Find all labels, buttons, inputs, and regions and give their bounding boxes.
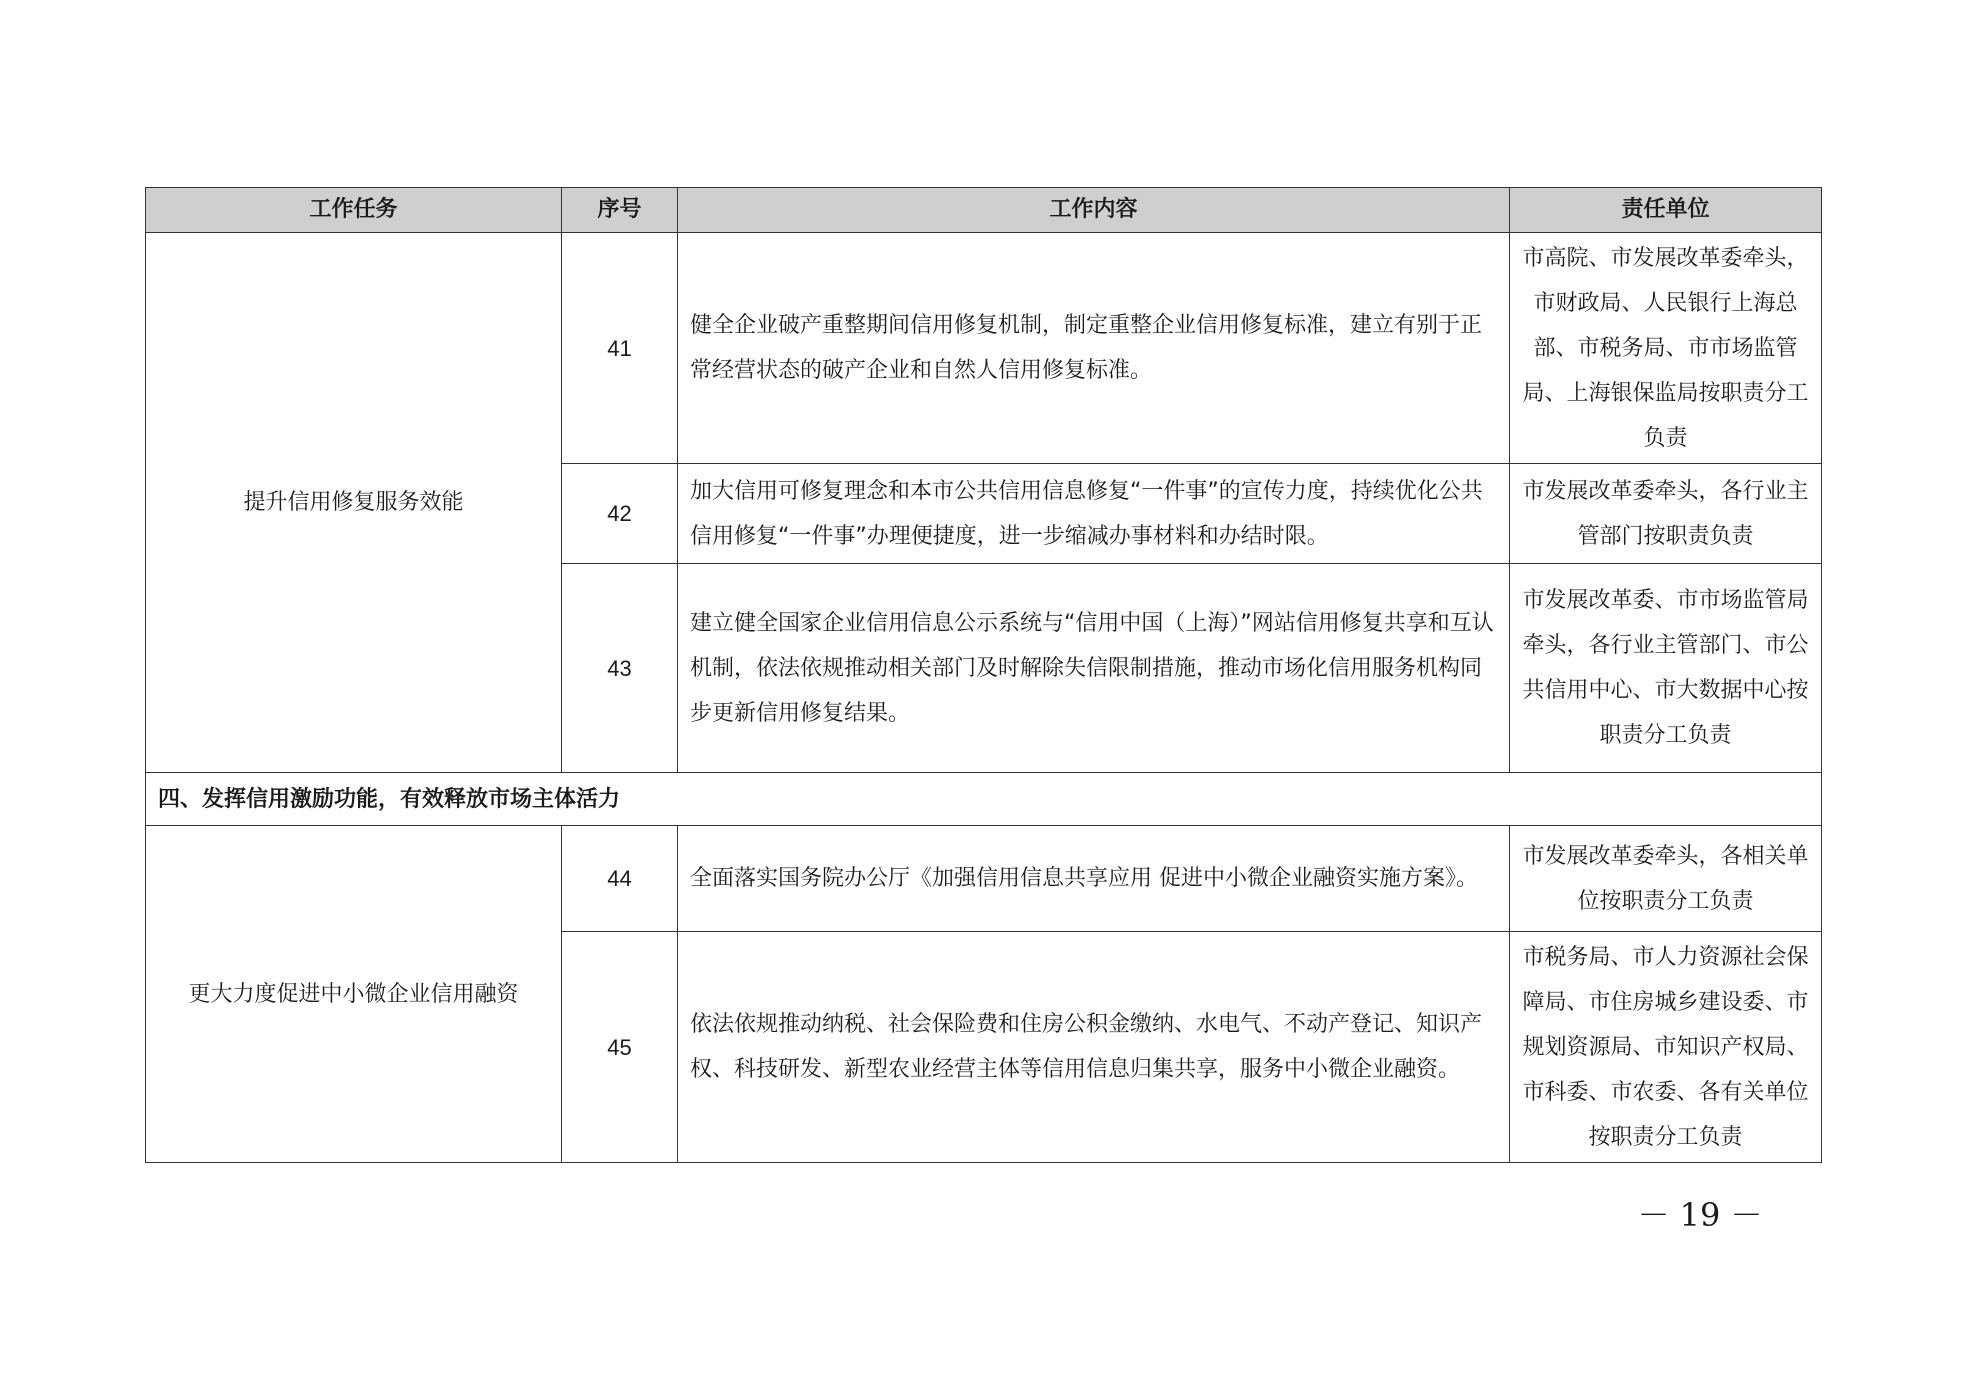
unit-cell: 市发展改革委、市市场监管局牵头，各行业主管部门、市公共信用中心、市大数据中心按职责分工负责	[1510, 564, 1822, 773]
content-cell: 健全企业破产重整期间信用修复机制，制定重整企业信用修复标准，建立有别于正常经营状态的破产企业和自然人信用修复标准。	[678, 233, 1510, 464]
unit-cell: 市税务局、市人力资源社会保障局、市住房城乡建设委、市规划资源局、市知识产权局、市科委、市农委、各有关单位按职责分工负责	[1510, 932, 1822, 1163]
content-cell: 建立健全国家企业信用信息公示系统与“信用中国（上海）”网站信用修复共享和互认机制，依法依规推动相关部门及时解除失信限制措施，推动市场化信用服务机构同步更新信用修复结果。	[678, 564, 1510, 773]
seq-cell: 43	[562, 564, 678, 773]
content-cell: 全面落实国务院办公厅《加强信用信息共享应用 促进中小微企业融资实施方案》。	[678, 826, 1510, 932]
unit-cell: 市发展改革委牵头，各相关单位按职责分工负责	[1510, 826, 1822, 932]
table-header-row	[146, 188, 1822, 233]
task-table	[145, 187, 1822, 1163]
header-task: 工作任务	[146, 188, 562, 233]
header-unit: 责任单位	[1510, 188, 1822, 233]
seq-cell: 41	[562, 233, 678, 464]
header-seq: 序号	[562, 188, 678, 233]
table-row	[146, 233, 1822, 464]
seq-cell: 44	[562, 826, 678, 932]
content-cell: 加大信用可修复理念和本市公共信用信息修复“一件事”的宣传力度，持续优化公共信用修复“一件事”办理便捷度，进一步缩减办事材料和办结时限。	[678, 464, 1510, 564]
section-row	[146, 773, 1822, 826]
content-cell: 依法依规推动纳税、社会保险费和住房公积金缴纳、水电气、不动产登记、知识产权、科技研发、新型农业经营主体等信用信息归集共享，服务中小微企业融资。	[678, 932, 1510, 1163]
table-row	[146, 826, 1822, 932]
unit-cell: 市高院、市发展改革委牵头，市财政局、人民银行上海总部、市税务局、市市场监管局、上海银保监局按职责分工负责	[1510, 233, 1822, 464]
seq-cell: 45	[562, 932, 678, 1163]
section-heading: 四、发挥信用激励功能，有效释放市场主体活力	[146, 773, 1822, 826]
seq-cell: 42	[562, 464, 678, 564]
header-content: 工作内容	[678, 188, 1510, 233]
page-number: － 19 －	[1637, 1196, 1763, 1234]
task-cell: 提升信用修复服务效能	[146, 233, 562, 773]
unit-cell: 市发展改革委牵头，各行业主管部门按职责负责	[1510, 464, 1822, 564]
task-cell: 更大力度促进中小微企业信用融资	[146, 826, 562, 1163]
